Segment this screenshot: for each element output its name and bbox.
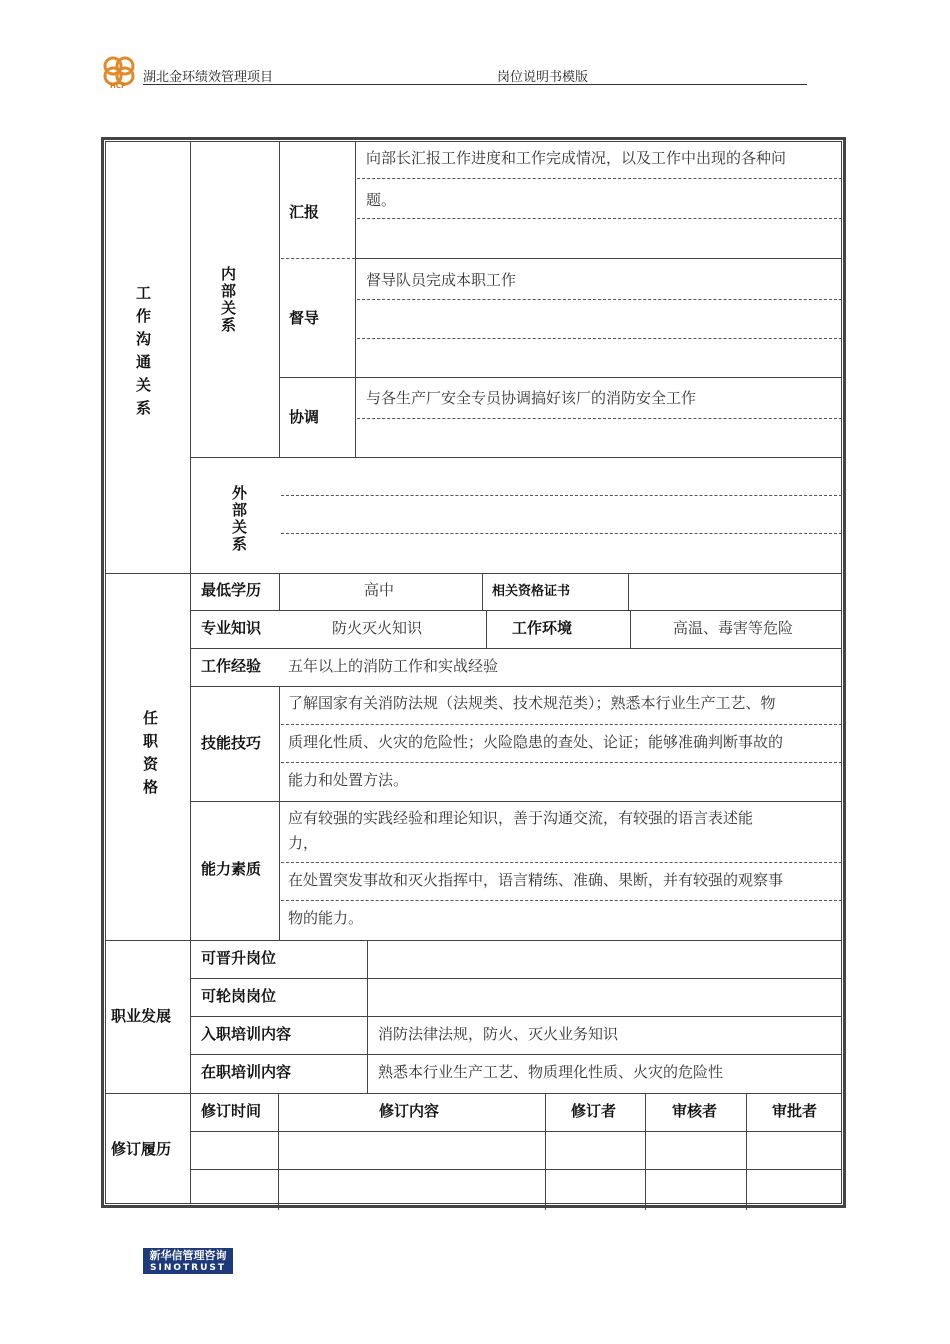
rotate-label: 可轮岗岗位 [201, 987, 277, 1005]
row-divider [190, 686, 842, 687]
col-divider [746, 1093, 747, 1210]
section-divider [105, 940, 842, 941]
row-divider [279, 377, 842, 378]
rev-col-time: 修订时间 [201, 1102, 262, 1120]
dash-line [357, 418, 842, 419]
col-divider [628, 573, 629, 610]
report-line1: 向部长汇报工作进度和工作完成情况，以及工作中出现的各种问 [366, 149, 787, 167]
dash-line [357, 299, 842, 300]
rev-col-approver: 审批者 [772, 1102, 818, 1120]
onjob-label: 在职培训内容 [201, 1063, 292, 1081]
ability-line: 力， [288, 834, 319, 852]
skills-label: 技能技巧 [201, 734, 262, 752]
comm-section-label: 工作沟通关系 [134, 285, 152, 423]
internal-label: 内部关系 [219, 266, 237, 334]
row-divider [190, 1016, 842, 1017]
dash-line [357, 178, 842, 179]
dash-line [281, 762, 842, 763]
onboard-value: 消防法律法规，防火、灭火业务知识 [378, 1025, 619, 1043]
footer-brand-en: SINOTRUST [149, 1263, 226, 1273]
row-divider [190, 1169, 842, 1170]
row-divider [190, 457, 842, 458]
dash-line [281, 862, 842, 863]
onjob-value: 熟悉本行业生产工艺、物质理化性质、火灾的危险性 [378, 1063, 724, 1081]
ability-line: 物的能力。 [288, 909, 364, 927]
col-divider [630, 610, 631, 648]
logo-text: HCF [110, 82, 126, 90]
row-divider [190, 648, 842, 649]
sinotrust-logo [143, 1248, 233, 1274]
header-divider [143, 84, 807, 85]
row-divider [281, 258, 355, 259]
ability-label: 能力素质 [201, 860, 262, 878]
dash-line [357, 338, 842, 339]
dash-line [281, 724, 842, 725]
doc-type-title: 岗位说明书模版 [497, 70, 589, 85]
coordinate-line1: 与各生产厂安全专员协调搞好该厂的消防安全工作 [366, 389, 697, 407]
dash-line [357, 218, 842, 219]
row-divider [190, 1131, 842, 1132]
knowledge-value: 防火灭火知识 [332, 619, 423, 637]
revision-section-label: 修订履历 [111, 1140, 172, 1158]
qual-section-label: 任职资格 [141, 710, 159, 802]
env-value: 高温、毒害等危险 [673, 619, 794, 637]
onboard-label: 入职培训内容 [201, 1025, 292, 1043]
col-divider [278, 1093, 279, 1210]
report-label: 汇报 [289, 203, 320, 221]
row-divider [355, 258, 842, 259]
rev-col-author: 修订者 [571, 1102, 617, 1120]
skills-line: 了解国家有关消防法规（法规类、技术规范类）；熟悉本行业生产工艺、物 [288, 694, 776, 712]
dash-line [281, 533, 842, 534]
report-line2: 题。 [366, 191, 397, 209]
rev-col-content: 修订内容 [379, 1102, 440, 1120]
career-section-label: 职业发展 [111, 1007, 172, 1025]
dash-line [281, 495, 842, 496]
col-divider [486, 610, 487, 648]
experience-label: 工作经验 [201, 657, 262, 675]
col-divider [355, 141, 356, 457]
col-divider [279, 141, 280, 457]
experience-value: 五年以上的消防工作和实战经验 [288, 657, 499, 675]
supervise-line1: 督导队员完成本职工作 [366, 271, 517, 289]
col-divider [545, 1093, 546, 1210]
col-divider [645, 1093, 646, 1210]
min-edu-label: 最低学历 [201, 581, 262, 599]
row-divider [190, 1054, 842, 1055]
col-divider-main [190, 141, 191, 1204]
rev-col-reviewer: 审核者 [672, 1102, 718, 1120]
dash-line [281, 900, 842, 901]
ability-line: 在处置突发事故和灭火指挥中，语言精练、准确、果断，并有较强的观察事 [288, 871, 784, 889]
supervise-label: 督导 [289, 309, 320, 327]
row-divider [190, 610, 842, 611]
env-label: 工作环境 [512, 619, 573, 637]
skills-line: 能力和处置方法。 [288, 771, 409, 789]
knowledge-label: 专业知识 [201, 619, 262, 637]
col-divider [482, 573, 483, 610]
section-divider [105, 1093, 842, 1094]
coordinate-label: 协调 [289, 408, 320, 426]
col-divider [279, 573, 280, 610]
promote-label: 可晋升岗位 [201, 949, 277, 967]
min-edu-value: 高中 [364, 581, 395, 599]
external-label: 外部关系 [230, 485, 248, 553]
footer-brand-cn: 新华信管理咨询 [149, 1249, 227, 1262]
cert-label: 相关资格证书 [492, 584, 571, 599]
col-divider [279, 686, 280, 940]
ability-line: 应有较强的实践经验和理论知识，善于沟通交流，有较强的语言表述能 [288, 809, 754, 827]
row-divider [190, 978, 842, 979]
project-title: 湖北金环绩效管理项目 [143, 70, 274, 85]
section-divider [105, 573, 842, 574]
row-divider [190, 801, 842, 802]
skills-line: 质理化性质、火灾的危险性；火险隐患的查处、论证；能够准确判断事故的 [288, 733, 784, 751]
